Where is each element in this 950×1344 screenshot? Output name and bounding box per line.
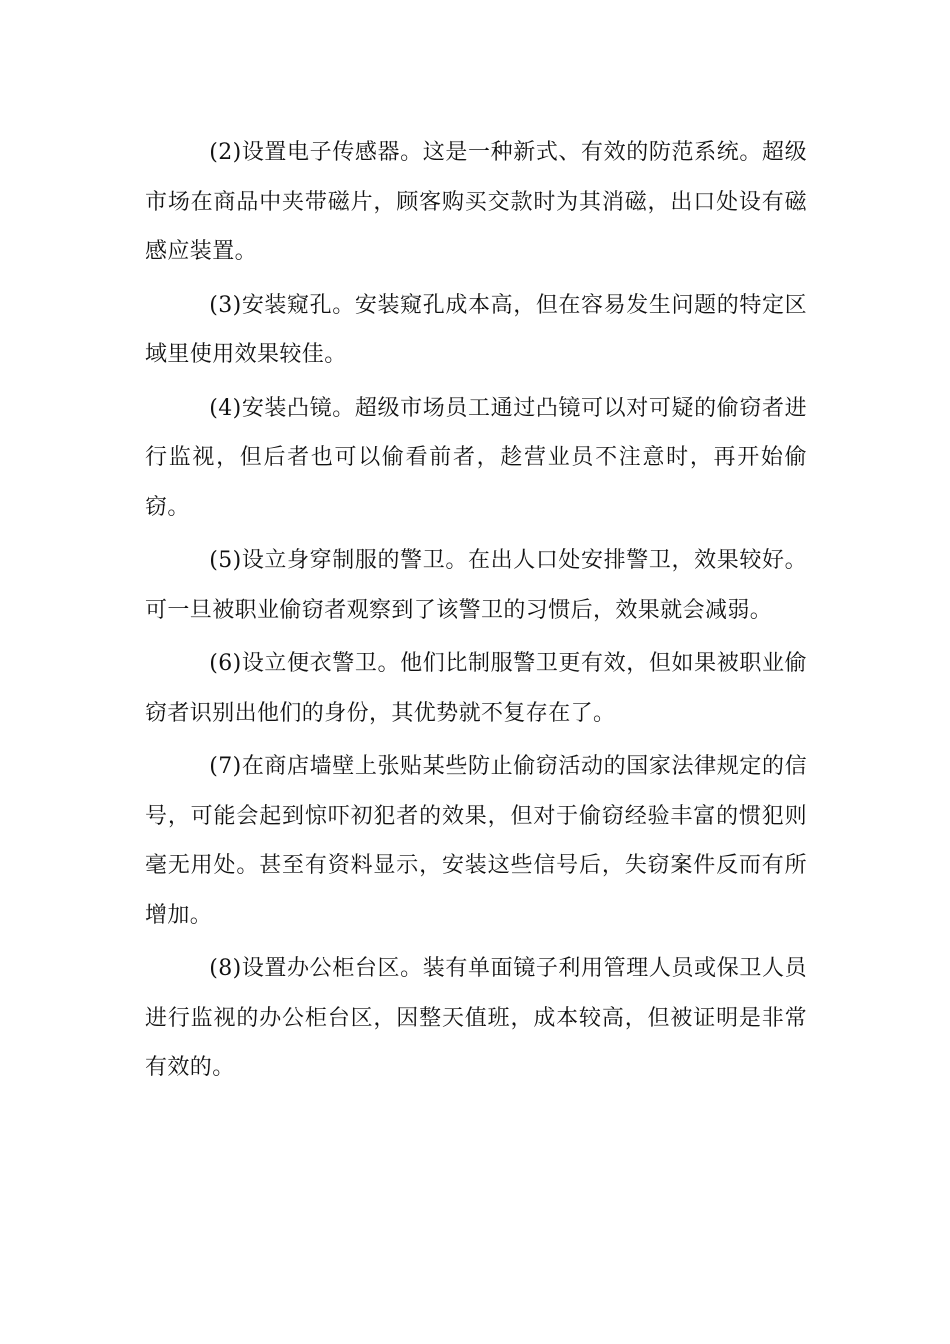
paragraph-2: (2)设置电子传感器。这是一种新式、有效的防范系统。超级市场在商品中夹带磁片，顾客购买交款时为其消磁，出口处设有磁感应装置。 bbox=[145, 140, 807, 264]
paragraph-4: (4)安装凸镜。超级市场员工通过凸镜可以对可疑的偷窃者进行监视，但后者也可以偷看前者，趁营业员不注意时，再开始偷窃。 bbox=[145, 395, 807, 520]
paragraph-5: (5)设立身穿制服的警卫。在出人口处安排警卫，效果较好。可一旦被职业偷窃者观察到了该警卫的习惯后，效果就会减弱。 bbox=[145, 548, 807, 623]
document-body bbox=[145, 128, 807, 1097]
paragraph-8: (8)设置办公柜台区。装有单面镜子利用管理人员或保卫人员进行监视的办公柜台区，因整天值班，成本较高，但被证明是非常有效的。 bbox=[145, 956, 807, 1080]
paragraph-3: (3)安装窥孔。安装窥孔成本高，但在容易发生问题的特定区域里使用效果较佳。 bbox=[145, 292, 807, 367]
paragraph-7: (7)在商店墙壁上张贴某些防止偷窃活动的国家法律规定的信号，可能会起到惊吓初犯者的效果，但对于偷窃经验丰富的惯犯则毫无用处。甚至有资料显示，安装这些信号后，失窃案件反而有所增加。 bbox=[145, 754, 807, 928]
paragraph-6: (6)设立便衣警卫。他们比制服警卫更有效，但如果被职业偷窃者识别出他们的身份，其优势就不复存在了。 bbox=[145, 651, 807, 726]
